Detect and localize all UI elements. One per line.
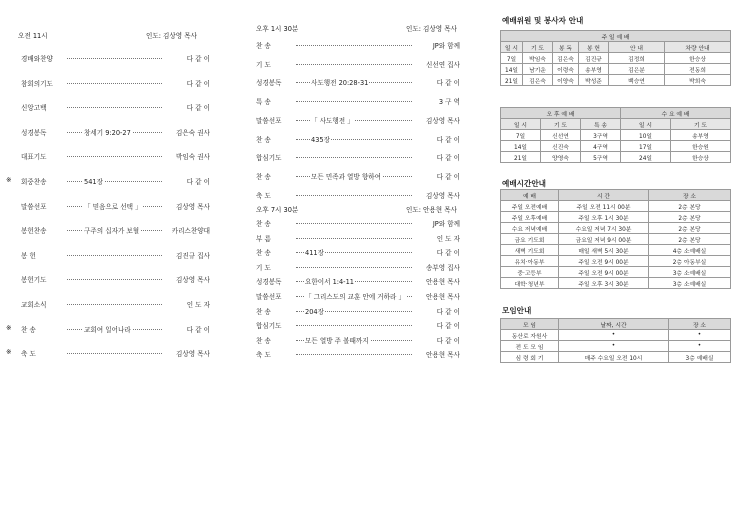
morning-order-person: 인 도 자 [186,301,210,309]
evening-order-detail: 요한이서 1:4-11 [305,278,354,287]
dotted-leader [296,354,412,355]
schedule-cell: 주일 오전 9시 00분 [559,267,649,278]
schedule-cell: 중·고등부 [501,267,559,278]
meetings-header-cell: 모 임 [501,319,559,330]
schedule-header-cell: 예 배 [501,190,559,201]
afternoon-order-row [256,59,460,69]
sunday-cell: 송부영 [579,64,609,75]
evening-order-detail: 204장 [305,307,324,316]
meetings-cell: 전 도 모 임 [501,341,559,352]
meetings-header-cell: 장 소 [669,319,731,330]
afternoon-order-person: 김상영 목사 [426,191,460,200]
meetings-cell: 동산로 자원사 [501,330,559,341]
afternoon-wednesday-cell: 5구역 [581,152,621,163]
afternoon-wednesday-cell: 4구역 [581,141,621,152]
evening-order-row [256,291,460,301]
morning-order-label: 찬 송 [21,325,36,334]
schedule-cell: 2층 본당 [649,201,731,212]
dotted-leader [67,181,162,182]
evening-order-row [256,320,460,330]
morning-order-detail: 「 믿음으로 선택 」 [84,202,142,211]
dotted-leader [67,279,162,280]
evening-order-detail: 「 그리스도의 교훈 안에 거하라 」 [305,293,406,301]
morning-order-row [21,250,210,260]
sunday-cell: 21일 [501,75,523,86]
schedule-cell: 주일 오후 1시 30분 [559,212,649,223]
table-row [501,201,731,212]
morning-time: 오전 11시 [18,32,48,40]
afternoon-order-person: 김상영 목사 [426,116,460,125]
morning-order-label: 대표기도 [21,153,47,162]
dotted-leader [296,325,412,326]
afternoon-order-detail: 사도행전 20:28-31 [311,79,369,88]
table-row [501,278,731,289]
meetings-cell: • [669,330,731,341]
morning-order-label: 신앙고백 [21,104,47,113]
table-row [501,75,731,86]
meetings-table [500,318,731,363]
schedule-cell: 매일 새벽 5시 30분 [559,245,649,256]
evening-order-person: 송부영 집사 [426,263,460,272]
dotted-leader [67,353,162,354]
morning-order-person: 김상영 목사 [176,276,210,285]
sunday-cell: 김은분 [609,64,665,75]
morning-order-row [6,323,210,334]
table-row [501,223,731,234]
morning-order-row [21,201,210,211]
morning-order-label: 교회소식 [21,301,47,309]
afternoon-wednesday-cell: 7일 [501,130,541,141]
evening-order-person: 안용현 목사 [426,351,460,360]
morning-order-person: 다 같 이 [186,178,210,186]
afternoon-wednesday-header-cell: 기 도 [541,119,581,130]
morning-order-detail: 541장 [84,178,103,186]
table-row [501,53,731,64]
evening-order-row [256,218,460,228]
evening-order-detail: 모든 열방 주 볼때까지 [305,336,369,345]
schedule-cell: 3층 소예배실 [649,278,731,289]
afternoon-wednesday-cell: 신진숙 [541,141,581,152]
sunday-cell: 이령숙 [553,64,579,75]
schedule-cell: 수요일 저녁 7시 30분 [559,223,649,234]
morning-order-row [21,151,210,161]
evening-order-label: 부 름 [256,234,271,243]
table-row [501,245,731,256]
morning-order-person: 다 같 이 [186,325,210,334]
evening-order-row [256,349,460,359]
meetings-cell: 심 령 회 기 [501,352,559,363]
dotted-leader [296,267,412,268]
evening-order-row [256,276,460,286]
morning-order-label: 경배와찬양 [21,55,53,63]
order-star-mark: ※ [6,348,12,357]
evening-order-person: 다 같 이 [436,307,460,316]
table-row [501,267,731,278]
morning-order-row [6,176,210,186]
schedule-cell: 2층 아동부실 [649,256,731,267]
afternoon-order-person: 다 같 이 [436,172,460,181]
sunday-cell: 박성준 [579,75,609,86]
table-row [501,256,731,267]
morning-order-person: 다 같 이 [186,104,210,113]
morning-order-label: 말씀선포 [21,202,47,211]
meetings-title: 모임안내 [502,306,532,315]
schedule-cell: 주일 오전예배 [501,201,559,212]
table-row [501,64,731,75]
afternoon-order-row [256,96,460,106]
table-row [501,212,731,223]
afternoon-order-detail: 모든 민족과 열방 향하여 [311,172,381,181]
evening-order-label: 축 도 [256,351,271,360]
schedule-header-cell: 장 소 [649,190,731,201]
morning-order-person: 김은숙 권사 [176,128,210,137]
afternoon-order-label: 성경봉독 [256,79,282,88]
morning-order-person: 카리스찬양대 [171,227,210,236]
afternoon-time: 오후 1시 30분 [256,25,299,33]
dotted-leader [67,304,162,305]
sunday-cell: 남기운 [523,64,553,75]
afternoon-wednesday-cell: 24일 [621,152,671,163]
schedule-cell: 3층 소예배실 [649,267,731,278]
dotted-leader [296,238,412,239]
afternoon-order-person: 신선연 집사 [426,60,460,69]
morning-order-person: 김상영 목사 [176,350,210,359]
evening-order-row [256,233,460,243]
sunday-cell: 김진규 [579,53,609,64]
evening-order-person: 안용현 목사 [426,293,460,301]
morning-order-person: 다 같 이 [186,79,210,88]
evening-order-row [256,247,460,257]
afternoon-order-label: 축 도 [256,191,271,200]
evening-order-row [256,262,460,272]
afternoon-order-label: 찬 송 [256,172,271,181]
wednesday-title: 수 요 예 배 [621,108,731,119]
afternoon-wednesday-header-cell: 기 도 [671,119,731,130]
dotted-leader [67,83,162,84]
afternoon-wednesday-table [500,107,731,163]
evening-order-person: 다 같 이 [436,336,460,345]
afternoon-order-row [256,190,460,200]
morning-order-row [6,348,210,359]
schedule-cell: 수요 저녁예배 [501,223,559,234]
sunday-cell: 전동희 [665,64,731,75]
sunday-header-cell: 봉 독 [553,42,579,53]
afternoon-order-row [256,134,460,144]
morning-order-label: 봉 헌 [21,251,36,260]
afternoon-order-row [256,77,460,87]
schedule-cell: 대학·청년부 [501,278,559,289]
afternoon-title: 오 후 예 배 [501,108,621,119]
evening-order-label: 찬 송 [256,249,271,258]
sunday-cell: 김정희 [609,53,665,64]
schedule-cell: 금요일 저녁 9시 00분 [559,234,649,245]
evening-order-person: 인 도 자 [436,234,460,243]
afternoon-order-label: 찬 송 [256,42,271,50]
afternoon-wednesday-cell: 17일 [621,141,671,152]
schedule-cell: 2층 본당 [649,223,731,234]
morning-order-row [21,225,210,235]
schedule-cell: 2층 본당 [649,234,731,245]
morning-order-person: 다 같 이 [186,55,210,63]
schedule-title: 예배시간안내 [502,179,547,188]
evening-order-label: 합심기도 [256,322,282,331]
morning-order-label: 봉헌기도 [21,276,47,285]
sunday-table [500,30,731,86]
sunday-cell: 김은숙 [523,75,553,86]
morning-order-label: 축 도 [21,350,36,359]
sunday-header-cell: 안 내 [609,42,665,53]
afternoon-order-detail: 「 사도행전 」 [311,116,354,125]
dotted-leader [67,255,162,256]
evening-order-label: 기 도 [256,263,271,272]
afternoon-wednesday-cell: 양영숙 [541,152,581,163]
meetings-header-cell: 날짜, 시간 [559,319,669,330]
evening-order-label: 찬 송 [256,220,271,228]
dotted-leader [67,107,162,108]
morning-order-detail: 창세기 9:20-27 [84,128,131,137]
table-row [501,330,731,341]
morning-leader: 인도: 김상영 목사 [146,32,198,40]
afternoon-order-label: 찬 송 [256,135,271,144]
afternoon-order-label: 특 송 [256,98,271,107]
schedule-cell: 2층 본당 [649,212,731,223]
guide-title: 예배위원 및 봉사자 안내 [502,16,584,25]
table-row [501,130,731,141]
schedule-cell: 유치·아동부 [501,256,559,267]
evening-order-person: 다 같 이 [436,322,460,331]
afternoon-wednesday-cell: 한승원 [671,141,731,152]
morning-order-row [21,102,210,112]
evening-order-label: 성경봉독 [256,278,282,287]
morning-order-label: 성경봉독 [21,128,47,137]
meetings-cell: 매주 수요일 오전 10시 [559,352,669,363]
afternoon-order-person: 다 같 이 [436,154,460,163]
morning-order-person: 박임숙 권사 [176,153,210,162]
evening-order-person: 안용현 목사 [426,278,460,287]
morning-order-detail: 구주의 십자가 보혈 [84,227,140,236]
dotted-leader [296,157,412,158]
afternoon-order-label: 말씀선포 [256,116,282,125]
schedule-cell: 주일 오후 3시 30분 [559,278,649,289]
evening-order-row [256,306,460,316]
evening-order-label: 찬 송 [256,307,271,316]
schedule-cell: 금요 기도회 [501,234,559,245]
afternoon-wednesday-header-cell: 특 송 [581,119,621,130]
morning-order-label: 봉헌찬송 [21,227,47,236]
sunday-title: 주 일 예 배 [501,31,731,42]
afternoon-wednesday-cell: 신선연 [541,130,581,141]
schedule-cell: 4층 소예배실 [649,245,731,256]
afternoon-wednesday-cell: 한승상 [671,152,731,163]
afternoon-wednesday-header-cell: 일 시 [621,119,671,130]
afternoon-order-row [256,171,460,181]
sunday-cell: 이양숙 [553,75,579,86]
schedule-cell: 주일 오전 11시 00분 [559,201,649,212]
dotted-leader [67,156,162,157]
table-row [501,141,731,152]
sunday-cell: 백승연 [609,75,665,86]
table-row [501,152,731,163]
afternoon-wednesday-cell: 14일 [501,141,541,152]
evening-order-label: 말씀선포 [256,293,282,301]
order-star-mark: ※ [6,323,12,332]
morning-order-row [21,127,210,137]
morning-order-row [21,53,210,63]
schedule-cell: 새벽 기도회 [501,245,559,256]
morning-order-label: 회중찬송 [21,178,47,186]
morning-order-label: 참회의기도 [21,79,53,88]
dotted-leader [296,101,412,102]
sunday-cell: 박임숙 [523,53,553,64]
morning-order-person: 김진규 집사 [176,251,210,260]
afternoon-order-row [256,40,460,50]
table-row [501,341,731,352]
sunday-cell: 한승상 [665,53,731,64]
meetings-cell: • [559,341,669,352]
evening-leader: 인도: 안용현 목사 [406,206,458,214]
afternoon-wednesday-cell: 3구역 [581,130,621,141]
order-star-mark: ※ [6,176,12,184]
evening-order-label: 찬 송 [256,336,271,345]
table-row [501,234,731,245]
afternoon-wednesday-header-cell: 일 시 [501,119,541,130]
evening-order-row [256,335,460,345]
schedule-table [500,189,731,289]
afternoon-wednesday-cell: 송부영 [671,130,731,141]
sunday-cell: 7일 [501,53,523,64]
schedule-cell: 주일 오후예배 [501,212,559,223]
sunday-cell: 김은숙 [553,53,579,64]
afternoon-order-person: 다 같 이 [436,79,460,88]
dotted-leader [296,195,412,196]
sunday-header-cell: 차량 안내 [665,42,731,53]
evening-order-person: 다 같 이 [436,249,460,258]
dotted-leader [296,45,412,46]
morning-order-row [21,299,210,309]
morning-order-row [21,78,210,88]
afternoon-wednesday-cell: 21일 [501,152,541,163]
evening-time: 오후 7시 30분 [256,206,299,214]
afternoon-order-person: JP와 함께 [432,42,460,50]
schedule-cell: 주일 오전 9시 00분 [559,256,649,267]
sunday-header-cell: 일 시 [501,42,523,53]
dotted-leader [296,223,412,224]
afternoon-wednesday-cell: 10일 [621,130,671,141]
evening-order-person: JP와 함께 [432,220,460,228]
afternoon-order-person: 다 같 이 [436,135,460,144]
meetings-cell: • [669,341,731,352]
meetings-cell: 3층 예배실 [669,352,731,363]
sunday-cell: 박희숙 [665,75,731,86]
dotted-leader [296,64,412,65]
afternoon-order-detail: 435장 [311,135,330,144]
afternoon-order-row [256,115,460,125]
dotted-leader [67,58,162,59]
afternoon-order-row [256,152,460,162]
afternoon-order-label: 합심기도 [256,154,282,163]
schedule-header-cell: 시 간 [559,190,649,201]
morning-order-row [21,274,210,284]
sunday-cell: 14일 [501,64,523,75]
sunday-header-cell: 기 도 [523,42,553,53]
evening-order-detail: 411장 [305,249,324,258]
morning-order-detail: 교회여 일어나라 [84,325,131,334]
afternoon-order-person: 3 구 역 [438,98,460,107]
sunday-header-cell: 봉 헌 [579,42,609,53]
morning-order-person: 김상영 목사 [176,202,210,211]
meetings-cell: • [559,330,669,341]
table-row [501,352,731,363]
afternoon-order-label: 기 도 [256,60,271,69]
afternoon-leader: 인도: 김상영 목사 [406,25,458,33]
